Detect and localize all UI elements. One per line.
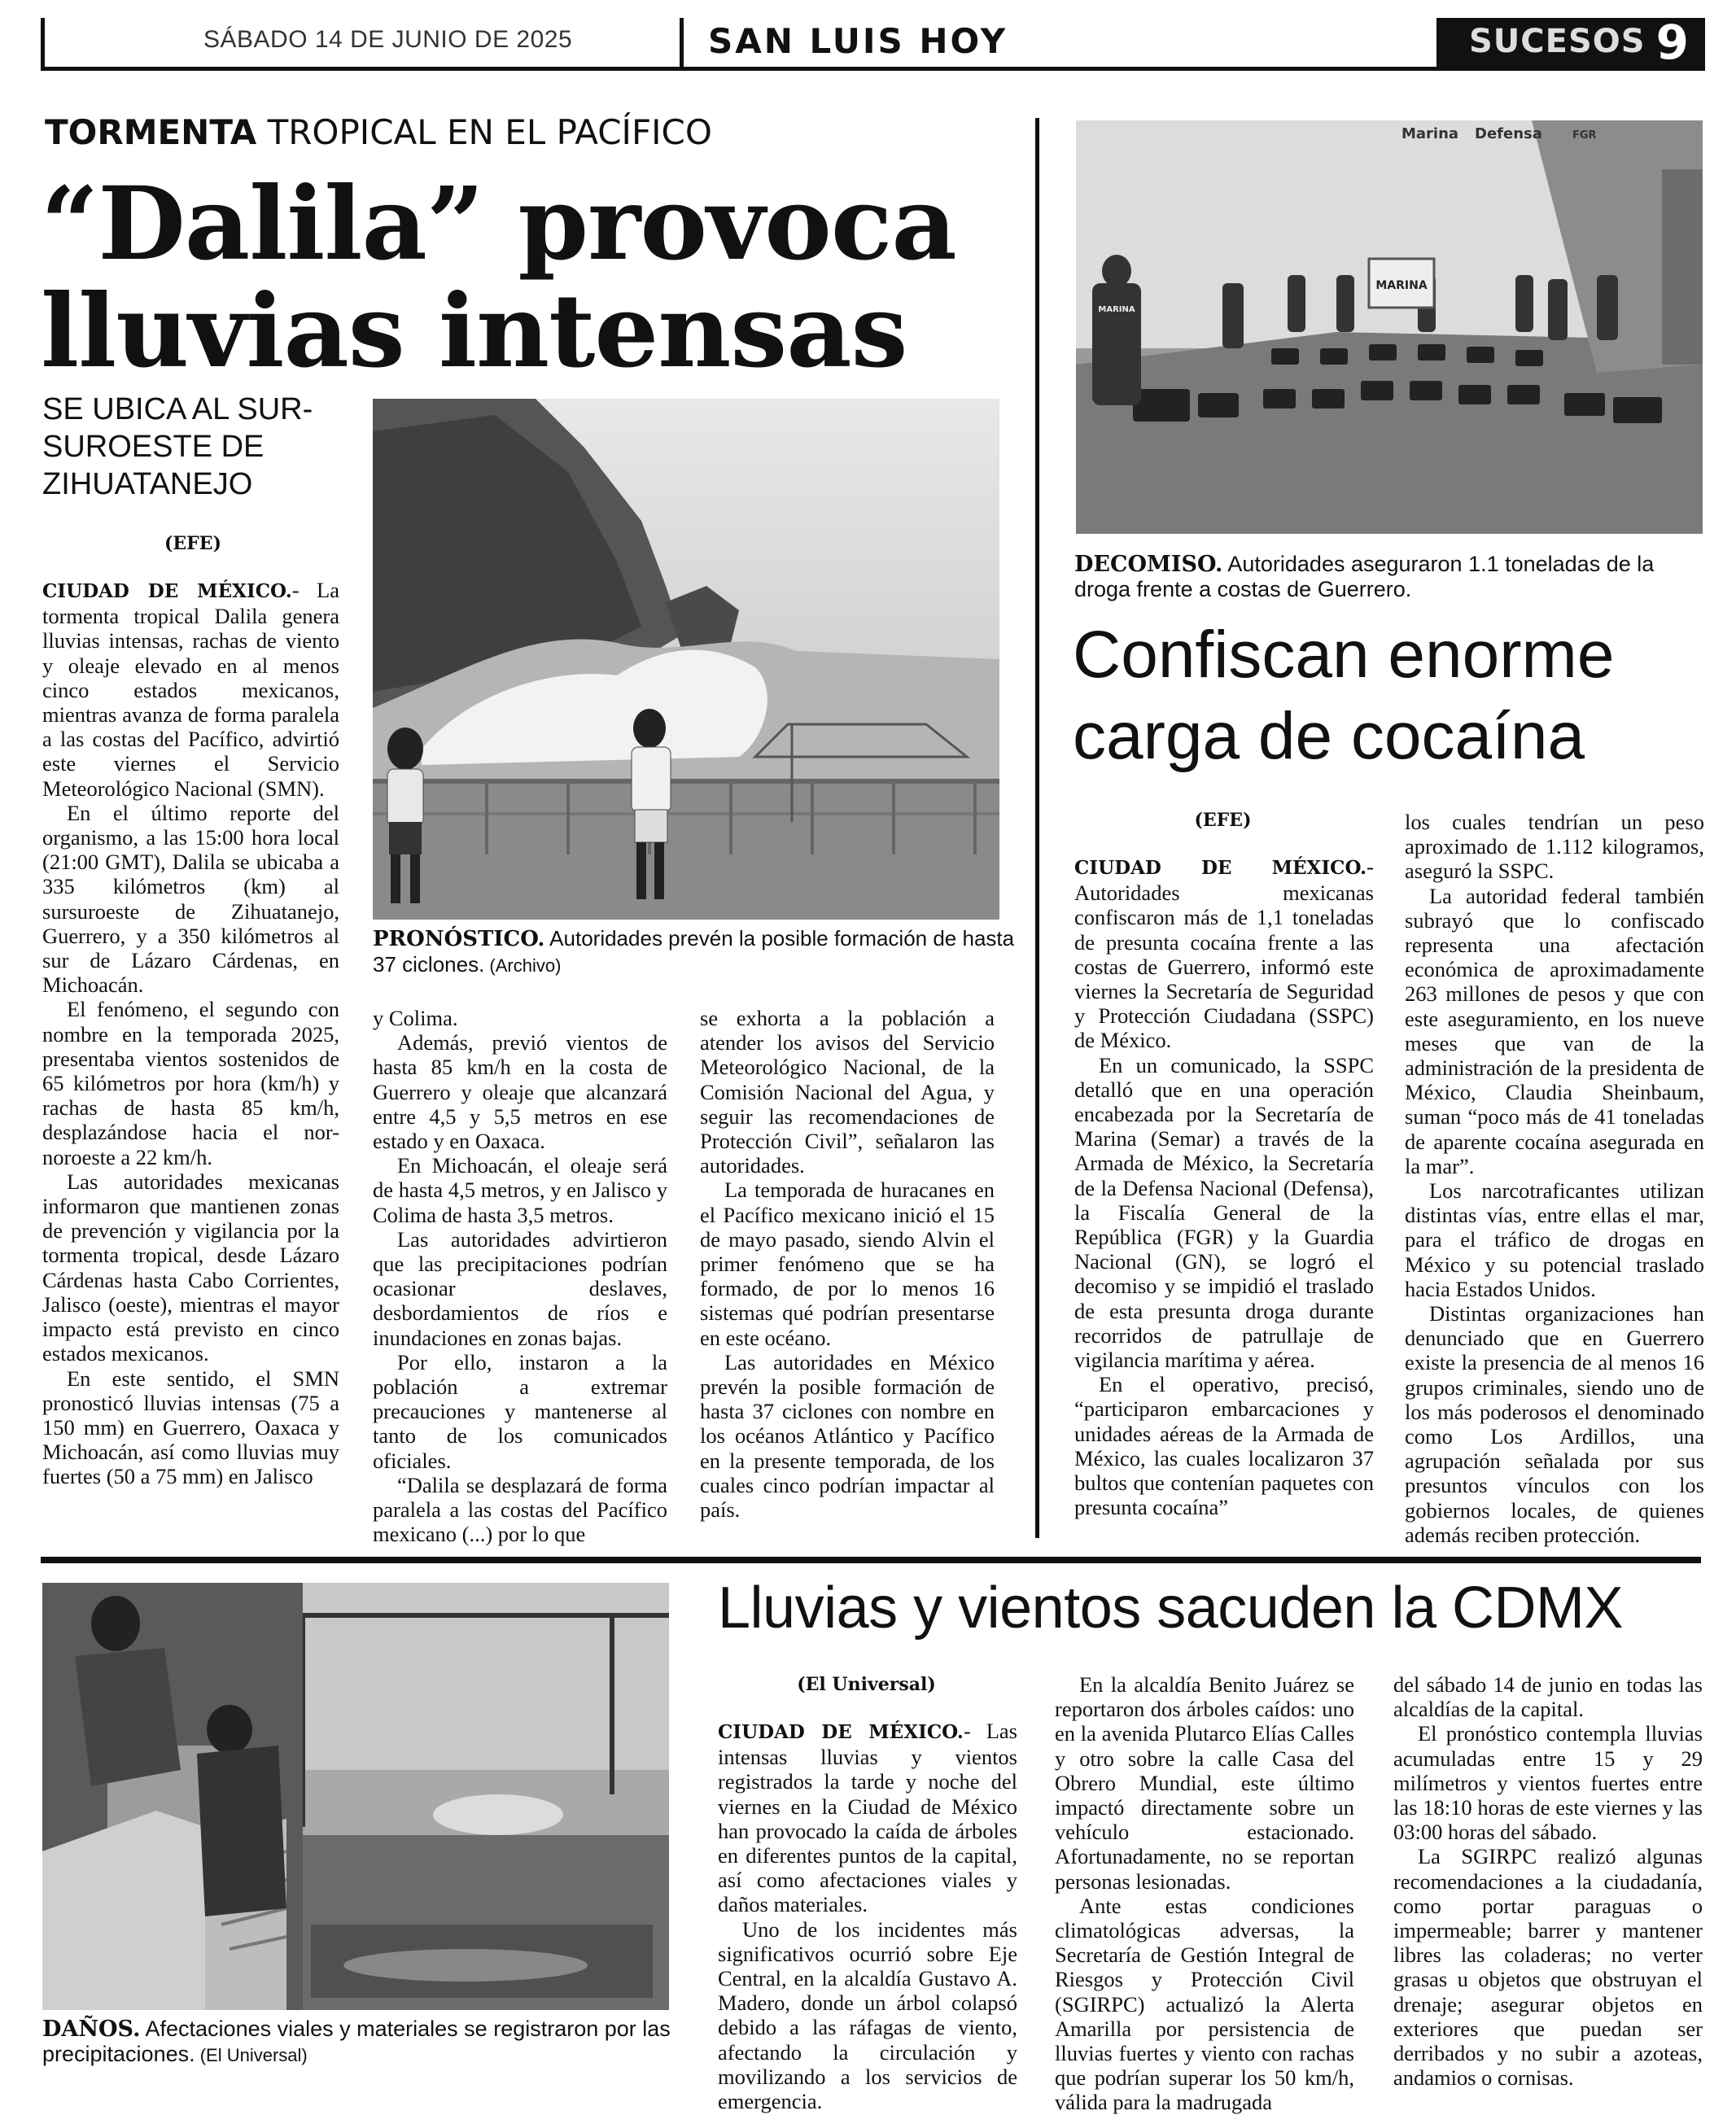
- caption-credit: (El Universal): [195, 2045, 308, 2065]
- story1-kicker: [45, 112, 712, 152]
- section-rule: [41, 1557, 1701, 1563]
- date-box: [41, 18, 680, 71]
- dock-illustration: [1076, 120, 1703, 534]
- paragraph: La autoridad federal también subrayó que lo confiscado representa una afectación económica de aproximadamente 263 millones de pesos y que con este aseguramiento, en los nueve meses que van de la administración de la presidenta de México, Claudia Sheinbaum, suman “poco más de 41 toneladas de aparente cocaína asegurada en la mar”.: [1405, 883, 1704, 1178]
- story3-col-3: [1393, 1672, 1703, 2090]
- seizure-photo: [1076, 120, 1703, 534]
- paragraph: En el último reporte del organismo, a las 15:00 hora local (21:00 GMT), Dalila se ubicaba a 335 kilómetros (km) al sursuroeste de Zihuatanejo, Guerrero, y a 350 kilómetros al sur de Lázaro Cárdenas, en Michoacán.: [42, 800, 339, 998]
- paragraph: Uno de los incidentes más significativos ocurrió sobre Eje Central, en la alcaldía Gustavo A. Madero, donde un árbol colapsó debido a las ráfagas de viento, afectando la circulación y movilizando a los servicios de emergencia.: [718, 1916, 1017, 2114]
- paragraph: En este sentido, el SMN pronosticó lluvias intensas (75 a 150 mm) en Guerrero, Oaxaca y Michoacán, así como lluvias muy fuertes (50 a 75 mm) en Jalisco: [42, 1366, 339, 1489]
- story3-byline: (El Universal): [797, 1674, 936, 1695]
- paragraph: [42, 578, 339, 801]
- caption-text: Autoridades prevén la posible formación de hasta 37 ciclones.: [373, 926, 1015, 977]
- page-number: 9: [1655, 15, 1689, 70]
- paragraph: Las autoridades mexicanas informaron que mantienen zonas de prevención y vigilancia por la tormenta tropical, desde Lázaro Cárdenas hasta Cabo Corrientes, Jalisco (oeste), mientras el mayor impacto está previsto en cinco estados mexicanos.: [42, 1169, 339, 1366]
- waves-illustration: [373, 399, 999, 920]
- paragraph: del sábado 14 de junio en todas las alcaldías de la capital.: [1393, 1672, 1703, 1722]
- paragraph: Ante estas condiciones climatológicas adversas, la Secretaría de Gestión Integral de Riesgos y Protección Civil (SGIRPC) actualizó la Alerta Amarilla por persistencia de lluvias fuertes y viento con rachas que podrían superar los 50 km/h, válida para la madrugada: [1055, 1893, 1354, 2115]
- section-name: SUCESOS: [1469, 23, 1646, 60]
- paragraph: El fenómeno, el segundo con nombre en la temporada 2025, presentaba vientos sostenidos de 65 kilómetros por hora (km/h) y rachas de hasta 85 km/h, desplazándose hacia el nor-noroeste a 22 km/h.: [42, 997, 339, 1169]
- headline-line-1: Confiscan enorme: [1073, 618, 1615, 692]
- paragraph: En la alcaldía Benito Juárez se reportaron dos árboles caídos: uno en la avenida Plutarco Elías Calles y otro sobre la calle Casa del Obrero Mundial, este último impactó directamente sobre un vehículo estacionado. Afortunadamente, no se reportan personas lesionadas.: [1055, 1672, 1354, 1894]
- caption-label: DAÑOS.: [42, 2017, 141, 2042]
- story2-col-2: [1405, 810, 1704, 1547]
- sign-text: MARINA: [1375, 279, 1428, 292]
- paragraph: Las autoridades en México prevén la posible formación de hasta 37 ciclones con nombre en los océanos Atlántico y Pacífico en la presente temporada, de los cuales cinco podrían impactar al país.: [700, 1349, 995, 1523]
- vest-text: MARINA: [1098, 305, 1135, 314]
- flood-illustration: [42, 1583, 669, 2010]
- damage-photo: [42, 1583, 669, 2010]
- caption-text: Autoridades aseguraron 1.1 toneladas de la droga frente a costas de Guerrero.: [1074, 552, 1655, 601]
- paragraph: Las autoridades advirtieron que las precipitaciones podrían ocasionar deslaves, desbordamientos de ríos e inundaciones en zonas bajas.: [373, 1226, 667, 1350]
- paragraph: se exhorta a la población a atender los avisos del Servicio Meteorológico Nacional, de la Comisión Nacional del Agua, y seguir las recomendaciones de Protección Civil”, señalaron las autoridades.: [700, 1006, 995, 1178]
- story2-byline: (EFE): [1194, 810, 1252, 831]
- section-tab: [1436, 15, 1705, 70]
- story2-headline: [1073, 614, 1724, 777]
- story3-caption: [42, 2017, 685, 2068]
- paper-box: [680, 15, 1705, 71]
- paragraph: [1074, 854, 1374, 1053]
- kicker-rest: TROPICAL EN EL PACÍFICO: [256, 112, 712, 152]
- headline-line-1: “Dalila” provoca: [41, 165, 956, 283]
- paragraph: y Colima.: [373, 1006, 458, 1030]
- story1-deck: SE UBICA AL SUR-SUROESTE DE ZIHUATANEJO: [42, 392, 313, 501]
- paragraph: Los narcotraficantes utilizan distintas vías, entre ellas el mar, para el tráfico de drogas en México y su potencial traslado hacia Estados Unidos.: [1405, 1178, 1704, 1301]
- caption-credit: (Archivo): [484, 955, 562, 976]
- paragraph: La SGIRPC realizó algunas recomendaciones a la ciudadanía, como portar paraguas o impermeable; barrer y mantener libres las coladeras; no verter grasas u objetos que obstruyan el drenaje; asegurar objetos en exteriores que puedan ser derribados y no subir a azoteas, andamios o cornisas.: [1393, 1844, 1703, 2091]
- logo-marina: Marina: [1401, 125, 1459, 142]
- dateline: CIUDAD DE MÉXICO.: [42, 580, 292, 602]
- story1-byline: (EFE): [164, 533, 221, 554]
- dateline: CIUDAD DE MÉXICO.: [1074, 857, 1367, 879]
- story1-col-1: [42, 578, 339, 1489]
- paragraph: En un comunicado, la SSPC detalló que en una operación encabezada por la Secretaría de Marina (Semar) a través de la Armada de México, la Secretaría de la Defensa Nacional (Defensa), la Fiscalía General de la República (FGR) y la Guardia Nacional (GN), se logró el decomiso y se impidió el traslado de esta presunta droga durante recorridos de patrullaje de vigilancia marítima y aérea.: [1074, 1052, 1374, 1373]
- paragraph: Por ello, instaron a la población a extremar precauciones y mantenerse al tanto de los comunicados oficiales.: [373, 1349, 667, 1473]
- paragraph: los cuales tendrían un peso aproximado de 1.112 kilogramos, aseguró la SSPC.: [1405, 810, 1704, 884]
- paragraph-text: - Autoridades mexicanas confiscaron más de 1,1 toneladas de presunta cocaína frente a las costas de Guerrero, informó este viernes la Secretaría de Seguridad y Protección Ciudadana (SSPC) de México.: [1074, 854, 1374, 1053]
- column-rule: [1035, 118, 1039, 1538]
- story1-col-3: [700, 1006, 995, 1522]
- caption-text: Afectaciones viales y materiales se registraron por las precipitaciones.: [42, 2017, 671, 2066]
- paragraph: El pronóstico contempla lluvias acumuladas entre 15 y 29 milímetros y vientos fuertes entre las 18:10 horas de este viernes y las 03:00 horas del sábado.: [1393, 1721, 1703, 1845]
- paragraph: Además, previó vientos de hasta 85 km/h en la costa de Guerrero y oleaje que alcanzará entre 4,5 y 5,5 metros en ese estado y en Oaxaca.: [373, 1030, 667, 1154]
- caption-label: PRONÓSTICO.: [373, 927, 545, 951]
- storm-photo: [373, 399, 999, 920]
- paragraph: [718, 1719, 1017, 1917]
- story3-col-1: [718, 1719, 1017, 2113]
- kicker-bold: TORMENTA: [45, 112, 257, 152]
- paragraph: La temporada de huracanes en el Pacífico mexicano inició el 15 de mayo pasado, siendo Alvin el primer fenómeno que se ha formado, de por lo menos 16 sistemas qué podrían presentarse en este océano.: [700, 1178, 995, 1350]
- paragraph: En Michoacán, el oleaje será de hasta 4,5 metros, y en Jalisco y Colima de hasta 3,5 metros.: [373, 1153, 667, 1227]
- story3-col-2: [1055, 1672, 1354, 2115]
- story3-headline: Lluvias y vientos sacuden la CDMX: [718, 1575, 1624, 1641]
- masthead: [41, 15, 1701, 73]
- logo-fgr: FGR: [1572, 129, 1597, 142]
- paragraph: En el operativo, precisó, “participaron embarcaciones y unidades aéreas de la Armada de México, las cuales localizaron 37 bultos que contenían paquetes con presunta cocaína”: [1074, 1372, 1374, 1520]
- paragraph: Distintas organizaciones han denunciado que en Guerrero existe la presencia de al menos 16 grupos criminales, siendo uno de los más poderosos el denominado como Los Ardillos, una agrupación señalada por sus presuntos vínculos con los gobiernos locales, de quienes además reciben protección.: [1405, 1301, 1704, 1547]
- paragraph-text: - La tormenta tropical Dalila genera lluvias intensas, rachas de viento y oleaje elevado en al menos cinco estados mexicanos, mientras avanza de forma paralela a las costas del Pacífico, advirtió este viernes el Servicio Meteorológico Nacional (SMN).: [42, 578, 339, 801]
- caption-label: DECOMISO.: [1074, 552, 1223, 577]
- story1-headline: [41, 165, 1034, 391]
- paper-name: SAN LUIS HOY: [708, 21, 1008, 61]
- paragraph-text: - Las intensas lluvias y vientos registrados la tarde y noche del viernes en la Ciudad de México han provocado la caída de árboles en diferentes puntos de la capital, así como afectaciones viales y daños materiales.: [718, 1719, 1017, 1917]
- story2-caption: [1074, 552, 1713, 602]
- story1-col-2: [373, 1006, 667, 1546]
- issue-date: SÁBADO 14 DE JUNIO DE 2025: [203, 26, 573, 53]
- paragraph: “Dalila se desplazará de forma paralela a las costas del Pacífico mexicano (...) por lo que: [373, 1472, 667, 1547]
- story2-col-1: [1074, 854, 1374, 1519]
- dateline: CIUDAD DE MÉXICO.: [718, 1721, 964, 1743]
- story1-caption: [373, 926, 1016, 978]
- headline-line-2: carga de cocaína: [1073, 699, 1585, 773]
- headline-line-2: lluvias intensas: [41, 273, 907, 391]
- logo-defensa: Defensa: [1475, 125, 1542, 142]
